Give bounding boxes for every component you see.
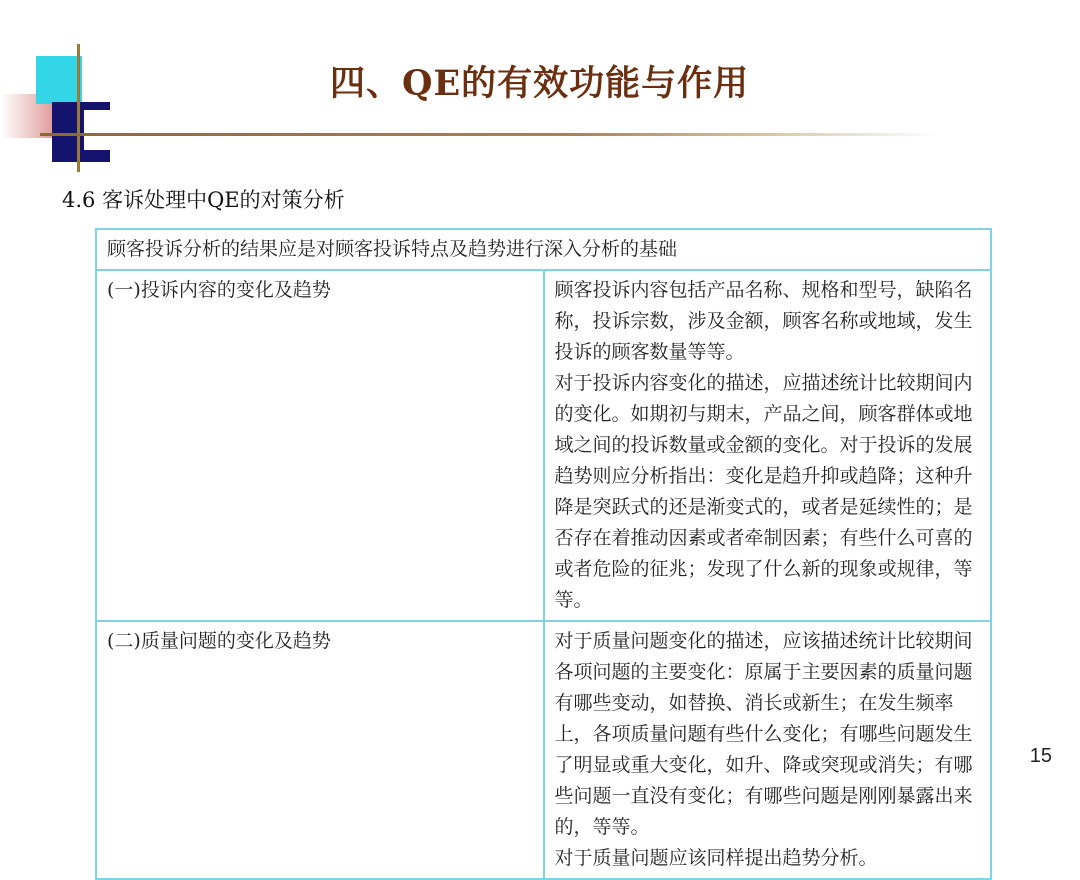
table-header-cell: 顾客投诉分析的结果应是对顾客投诉特点及趋势进行深入分析的基础 (96, 229, 991, 270)
slide-title: 四、QE的有效功能与作用 (330, 63, 750, 104)
table-row (96, 621, 991, 879)
decor-vertical-line (77, 44, 80, 172)
table-header-row (96, 229, 991, 270)
decor-white-square (84, 110, 128, 150)
row-label-quality-issues: (二)质量问题的变化及趋势 (96, 621, 544, 879)
paragraph: 对于投诉内容变化的描述，应描述统计比较期间内的变化。如期初与期末，产品之间，顾客群体或地域之间的投诉数量或金额的变化。对于投诉的发展趋势则应分析指出：变化是趋升抑或趋降；这种升降是突跃式的还是渐变式的，或者是延续性的；是否存在着推动因素或者牵制因素；有些什么可喜的或者危险的征兆；发现了什么新的现象或规律，等等。 (554, 372, 973, 611)
table-row (96, 270, 991, 621)
row-label-complaint-content: (一)投诉内容的变化及趋势 (96, 270, 544, 621)
page-number: 15 (1029, 745, 1052, 767)
paragraph: 对于质量问题变化的描述，应该描述统计比较期间各项问题的主要变化：原属于主要因素的质量问题有哪些变动，如替换、消长或新生；在发生频率上，各项质量问题有些什么变化；有哪些问题发生了明显或重大变化，如升、降或突现或消失；有哪些问题一直没有变化；有哪些问题是刚刚暴露出来的，等等。 (554, 630, 973, 838)
title-underline (40, 133, 940, 136)
decor-cyan-square (36, 56, 82, 104)
section-subtitle: 4.6 客诉处理中QE的对策分析 (62, 188, 345, 212)
paragraph: 对于质量问题应该同样提出趋势分析。 (554, 847, 878, 869)
row-content-complaint-content (544, 270, 992, 621)
analysis-table (95, 228, 992, 880)
row-content-quality-issues (544, 621, 992, 879)
paragraph: 顾客投诉内容包括产品名称、规格和型号，缺陷名称，投诉宗数，涉及金额，顾客名称或地域，发生投诉的顾客数量等等。 (554, 279, 973, 363)
